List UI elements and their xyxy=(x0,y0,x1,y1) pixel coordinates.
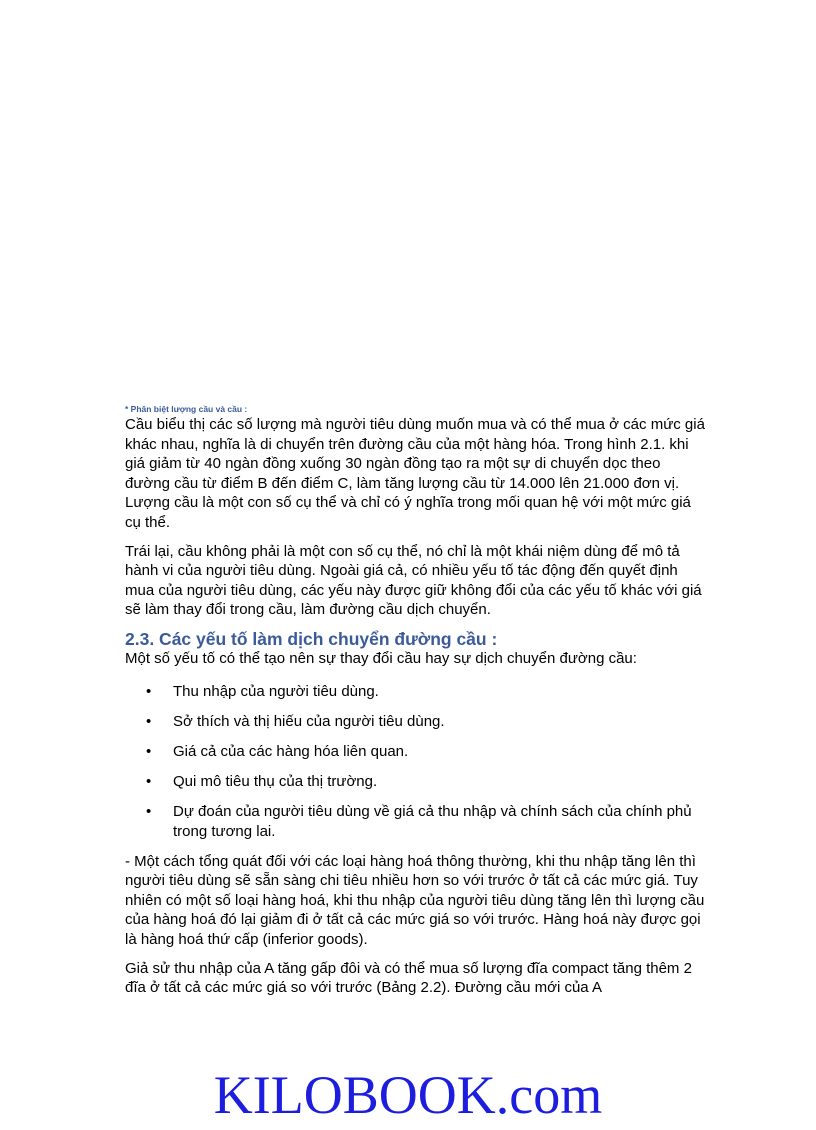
document-body xyxy=(125,404,705,1007)
list-item xyxy=(125,712,705,732)
section-heading: 2.3. Các yếu tố làm dịch chuyển đường cầu : xyxy=(125,628,498,649)
list-item-text: Giá cả của các hàng hóa liên quan. xyxy=(173,742,409,760)
bullet-icon: • xyxy=(146,682,152,700)
bullet-icon: • xyxy=(146,772,152,790)
paragraph: Cầu biểu thị các số lượng mà người tiêu dùng muốn mua và có thể mua ở các mức giá khác nhau, nghĩa là di chuyển trên đường cầu của một hàng hóa. Trong hình 2.1. khi giá giảm từ 40 ngàn đồng xuống 30 ngàn đồng tạo ra một sự di chuyển dọc theo đường cầu từ điểm B đến điểm C, làm tăng lượng cầu từ 14.000 lên 21.000 đơn vị. Lượng cầu là một con số cụ thể và chỉ có ý nghĩa trong mối quan hệ với một mức giá cụ thể. xyxy=(125,416,705,531)
list-item-text: Dự đoán của người tiêu dùng về giá cả thu nhập và chính sách của chính phủ trong tương lai. xyxy=(173,802,692,840)
factor-list xyxy=(125,682,705,842)
list-item-text: Sở thích và thị hiếu của người tiêu dùng. xyxy=(173,712,445,730)
watermark-main: KILOBOOK xyxy=(213,1065,496,1125)
paragraph: Giả sử thu nhập của A tăng gấp đôi và có thể mua số lượng đĩa compact tăng thêm 2 đĩa ở tất cả các mức giá so với trước (Bảng 2.2). Đường cầu mới của A xyxy=(125,959,692,997)
list-item-text: Thu nhập của người tiêu dùng. xyxy=(173,682,379,700)
bullet-icon: • xyxy=(146,742,152,760)
paragraph: Trái lại, cầu không phải là một con số cụ thể, nó chỉ là một khái niệm dùng để mô tả hành vi của người tiêu dùng. Ngoài giá cả, có nhiều yếu tố tác động đến quyết định mua của người tiêu dùng, các yếu này được giữ không đổi của các yếu tố khác với giá sẽ làm thay đổi trong cầu, làm đường cầu dịch chuyển. xyxy=(125,542,702,619)
section-label: * Phân biệt lượng cầu và cầu : xyxy=(125,404,248,414)
list-item xyxy=(125,802,705,841)
watermark-logo xyxy=(0,1060,816,1130)
bullet-icon: • xyxy=(146,802,152,820)
list-item xyxy=(125,772,705,792)
bullet-icon: • xyxy=(146,712,152,730)
list-item-text: Qui mô tiêu thụ của thị trường. xyxy=(173,772,378,790)
list-item xyxy=(125,742,705,762)
list-item xyxy=(125,682,705,702)
paragraph: - Một cách tổng quát đối với các loại hàng hoá thông thường, khi thu nhập tăng lên thì người tiêu dùng sẽ sẵn sàng chi tiêu nhiều hơn so với trước ở tất cả các mức giá. Tuy nhiên có một số loại hàng hoá, khi thu nhập của người tiêu dùng tăng lên thì lượng cầu của hàng hoá đó lại giảm đi ở tất cả các mức giá so với trước. Hàng hoá này được gọi là hàng hoá thứ cấp (inferior goods). xyxy=(125,852,705,948)
watermark-suffix: .com xyxy=(495,1065,603,1125)
intro-line: Một số yếu tố có thể tạo nên sự thay đổi cầu hay sự dịch chuyển đường cầu: xyxy=(125,649,637,667)
